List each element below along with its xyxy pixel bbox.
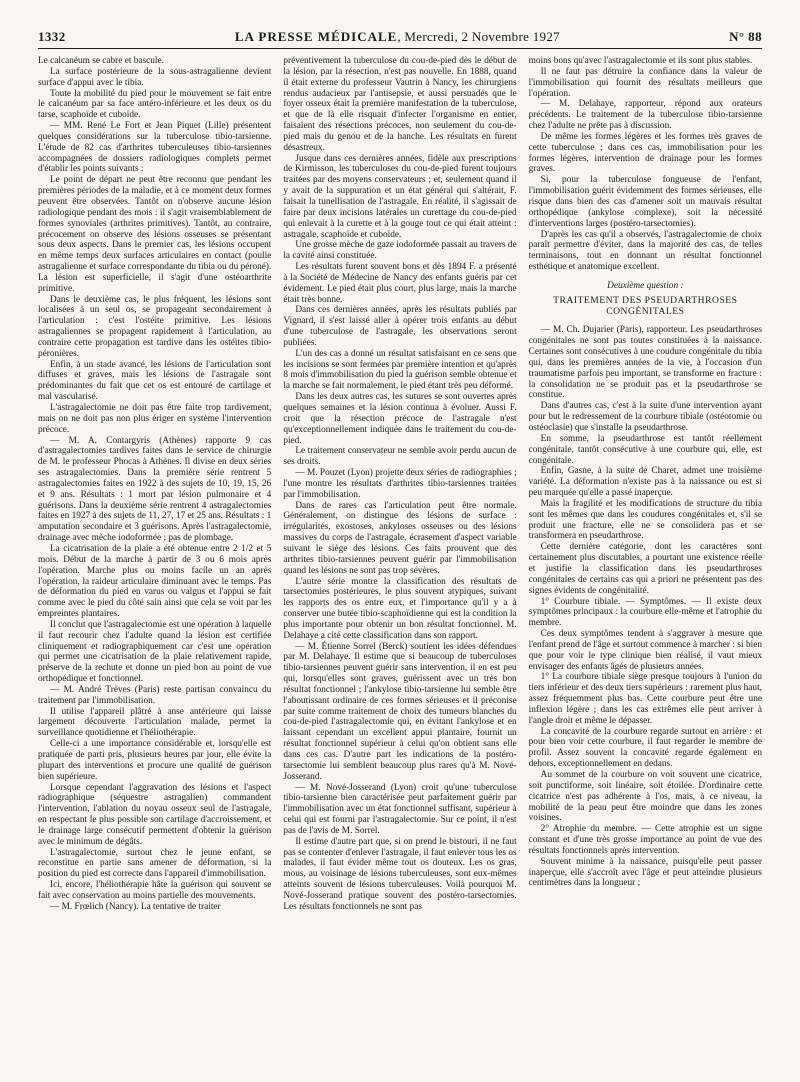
column-middle [283, 56, 516, 1076]
paragraph: Les résultats furent souvent bons et dès 1894 F. a présenté à la Société de Médecine de Nancy des enfants guéris par cet évidement. Le pied était plus court, plus large, mais la marche était très bonne. [283, 262, 517, 305]
paragraph: Cette dernière catégorie, dont les caractères sont certainement plus discutables, a pourtant une existence réelle et justifie la classification dans les pseudarthroses congénitales de certains cas qui a priori ne présentent pas des signes évidents de congénitalité. [528, 542, 762, 596]
paragraph: — MM. René Le Fort et Jean Piquet (Lille) présentent quelques considérations sur la tuberculose tibio-tarsienne. L'étude de 82 cas d'arthrites tuberculeuses tibio-tarsiennes accompagnées de dossiers radiologiques complets permet d'établir les points suivants : [38, 121, 272, 175]
paragraph: — M. Ch. Dujarier (Paris), rapporteur. Les pseudarthroses congénitales ne sont pas toutes constituées à la naissance. Certaines sont consécutives à une coudure congénitale du tibia qui, dans les premières années de la vie, à l'occasion d'un traumatisme parfois peu important, se transforme en fracture : la consolidation ne se produit pas et la pseudarthrose se constitue. [528, 325, 762, 401]
journal-title: LA PRESSE MÉDICALE [234, 29, 398, 44]
paragraph: — M. A. Contargyris (Athènes) rapporte 9 cas d'astragalectomies tardives faites dans le service de chirurgie de M. le professeur Phocas à Athènes. Il divise en deux séries ses astragalectomies. Dans la première série rentrent 5 astragalectomies faites en 1922 à des sujets de 10, 19, 15, 26 et 9 ans. Résultats : 1 mort par lésion pulmonaire et 4 guérisons. Dans la deuxième série rentrent 4 astragalectomies faites en 1927 à des sujets de 11, 27, 17 et 25 ans. Résultats : 1 amputation secondaire et 3 guérisons. Après l'astragalectomie, drainage avec mèche iodoformée ; pas de plombage. [38, 435, 272, 544]
paragraph: Dans de rares cas l'articulation peut être normale. Généralement, on distingue des lésions de surface : irrégularités, exostoses, ankyloses osseuses ou des lésions massives du corps de l'astragale, écrasement d'aspect variable suivant le siège des lésions. Ces faits prouvent que des arthrites tibio-tarsiennes peuvent guérir par l'immobilisation quand les lésions ne sont pas trop sévères. [283, 500, 517, 576]
paragraph: Il utilise l'appareil plâtré à anse antérieure qui laisse largement découverte l'articulation malade, permet la surveillance quotidienne et l'héliothérapie. [38, 706, 272, 739]
paragraph: Lorsque cependant l'aggravation des lésions et l'aspect radiographique (séquestre astragalien) commandent l'intervention, l'ablation du noyau osseux seul de l'astragale, en respectant le plus possible son cartilage d'accroissement, et le drainage large consécutif permettent d'obtenir la guérison avec le minimum de dégâts. [38, 782, 272, 847]
paragraph: — M. Nové-Josserand (Lyon) croit qu'une tuberculose tibio-tarsienne bien caractérisée peut parfaitement guérir par l'immobilisation avec un état fonctionnel suffisant, supérieur à celui qui est fourni par l'astragalectomie. Sur ce point, il n'est pas de l'avis de M. Sorrel. [283, 782, 517, 836]
paragraph: préventivement la tuberculose du cou-de-pied dès le début de la lésion, par la résection, n'est pas nouvelle. En 1888, quand il était externe du professeur Vautrin à Nancy, les chirurgiens rendus audacieux par l'antisepsie, et aussi persuadés que le foyer osseux était la première manifestation de la tuberculose, et que de là elle risquait d'infecter l'organisme en entier, faisaient des résections précoces, non seulement du cou-de-pied mais du genou et de la hanche. Les résultats en furent désastreux. [283, 56, 517, 153]
paragraph: Enfin, à un stade avancé, les lésions de l'articulation sont diffuses et graves, mais les lésions de l'astragale sont prédominantes du fait que cet os est entouré de cartilage et mal vascularisé. [38, 359, 272, 403]
paragraph: L'astragalectomie ne doit pas être faite trop tardivement, mais on ne doit pas non plus ériger en système l'intervention précoce. [38, 403, 272, 435]
paragraph: Celle-ci a une importance considérable et, lorsqu'elle est pratiquée de parti pris, plusieurs heures par jour, elle évite la plupart des interventions et procure une qualité de guérison bien supérieure. [38, 739, 272, 782]
paragraph: 1° La courbure tibiale siège presque toujours à l'union du tiers inférieur et des deux tiers supérieurs : rarement plus haut, assez fréquemment plus bas. Cette courbure peut être une inflexion légère ; dans les cas extrêmes elle peut arriver à l'angle droit et même le dépasser. [528, 672, 762, 726]
paragraph: De même les formes légères et les formes très graves de cette tuberculose ; dans ces cas, immobilisation pour les formes légères, intervention de drainage pour les formes graves. [528, 131, 762, 175]
paragraph: Mais la fragilité et les modifications de structure du tibia sont les mêmes que dans les coudures congénitales et, s'il se produit une fracture, elle ne se consolidera pas et se transformera en pseudarthrose. [528, 498, 762, 542]
paragraph: Au sommet de la courbure on voit souvent une cicatrice, soit punctiforme, soit linéaire, soit étoilée. D'ordinaire cette cicatrice n'est pas adhérente à l'os, mais, à ce niveau, la mobilité de la peau peut être moindre que dans les zones voisines. [528, 770, 762, 824]
page-header [38, 26, 762, 49]
paragraph: — M. André Trèves (Paris) reste partisan convaincu du traitement par l'immobilisation. [38, 684, 272, 706]
paragraph: L'autre série montre la classification des résultats de tarsectomies postérieures, le plus souvent atypiques, suivant les rapports des os entre eux, et l'importance qu'il y a à conserver une butée tibio-scaphoïdienne qui est la condition la plus importante pour obtenir un bon résultat fonctionnel. M. Delahaye a cité cette classification dans son rapport. [283, 576, 517, 641]
paragraph: Le point de départ ne peut être reconnu que pendant les premières périodes de la maladie, et à ce moment deux formes peuvent être observées. Tantôt on n'observe aucune lésion radiologique pendant des mois : il s'agit vraisemblablement de formes synoviales (arthrites primitives). Tantôt, au contraire, précocement on observe des lésions osseuses se présentant sous deux aspects. Dans le premier cas, les lésions occupent en même temps deux surfaces articulaires en contact (poulie astragalienne et surface correspondante du tibia ou du péroné). La lésion est superficielle, il s'agit d'une ostéoarthrite primitive. [38, 175, 272, 294]
paragraph: L'astragalectomie, surtout chez le jeune enfant, se reconstitue en partie sans amener de déformation, si la position du pied est correcte dans l'appareil d'immobilisation. [38, 847, 272, 880]
paragraph: Une grosse mèche de gaze iodoformée passait au travers de la cavité ainsi constituée. [283, 240, 517, 262]
paragraph: 2° Atrophie du membre. — Cette atrophie est un signe constant et d'une très grosse importance au point de vue des résultats fonctionnels après intervention. [528, 824, 762, 856]
paragraph: L'un des cas a donné un résultat satisfaisant en ce sens que les incisions se sont fermées par première intention et qu'après 8 mois d'immobilisation du pied la guérison semble obtenue et la marche se fait normalement, le pied étant très peu déformé. [283, 348, 517, 392]
paragraph: Il conclut que l'astragalectomie est une opération à laquelle il faut recourir chez l'adulte quand la lésion est certifiée cliniquement et radiographiquement car c'est une opération qui permet une cicatrisation de la plaie relativement rapide, préserve de la rechute et donne un pied bon au point de vue orthopédique et fonctionnel. [38, 619, 272, 685]
paragraph: Il ne faut pas détruire la confiance dans la valeur de l'immobilisation qui fournit des résultats meilleurs que l'opération. [528, 66, 762, 99]
paragraph: Dans ces dernières années, après les résultats publiés par Vignard, il s'est laissé aller à opérer trois enfants au début d'une tuberculose de l'astragale, les observations seront publiées. [283, 305, 517, 348]
paragraph: Ces deux symptômes tendent à s'aggraver à mesure que l'enfant prend de l'âge et surtout commence à marcher : si bien que pour voir le type clinique bien réalisé, il vaut mieux envisager des enfants âgés de plusieurs années. [528, 629, 762, 672]
paragraph: Enfin, Gasne, à la suite de Charet, admet une troisième variété. La déformation n'existe pas à la naissance ou est si peu marquée qu'elle a passé inaperçue. [528, 466, 762, 499]
paragraph: La concavité de la courbure regarde surtout en arrière : et pour bien voir cette courbure, il faut regarder le membre de profil. Assez souvent la concavité regarde également en dehors, exceptionnellement en dedans. [528, 726, 762, 770]
paragraph: TRAITEMENT DES PSEUDARTHROSES CONGÉNITALES [553, 294, 738, 317]
paragraph: — M. Frœlich (Nancy). La tentative de traiter [50, 901, 221, 912]
paragraph: Le calcanéum se cabre et bascule. [38, 56, 164, 66]
column-right [529, 56, 762, 1076]
paragraph: Jusque dans ces dernières années, fidèle aux prescriptions de Kirmisson, les tuberculoses du cou-de-pied furent toujours traitées par des moyens conservateurs ; et, seulement quand il y avait de la suppuration et un état général qui s'altérait, F. faisait la tunellisation de l'astragale. En réalité, il s'agissait de faire par deux incisions latérales un curettage du cou-de-pied qui enlevait à la curette et à la gouge tout ce qui était atteint : astragale, scaphoïde et cuboïde. [283, 153, 517, 240]
paragraph: Souvent minime à la naissance, puisqu'elle peut passer inaperçue, elle s'accroît avec l'âge et peut atteindre plusieurs centimètres dans la longueur ; [528, 856, 762, 889]
paragraph: Dans d'autres cas, c'est à la suite d'une intervention ayant pour but le redressement de la courbure tibiale (ostéotomie ou ostéoclasie) que s'installe la pseudarthrose. [528, 401, 762, 433]
paragraph: Toute la mobilité du pied pour le mouvement se fait entre le calcanéum par sa face antéro-inférieure et les deux os du tarse, scaphoïde et cuboïde. [38, 88, 272, 121]
paragraph: La surface postérieure de la sous-astragalienne devient surface d'appui avec le tibia. [38, 66, 272, 88]
paragraph: — M. Pouzet (Lyon) projette deux séries de radiographies ; l'une montre les résultats d'arthrites tibio-tarsiennes traitées par l'immobilisation. [283, 468, 517, 500]
paragraph: En somme, la pseudarthrose est tantôt réellement congénitale, tantôt consécutive à une courbure qui, elle, est congénitale. [528, 433, 762, 466]
issue-number: N° 88 [729, 29, 762, 44]
paragraph: Dans le deuxième cas, le plus fréquent, les lésions sont localisées à un seul os, se propageant secondairement à l'articulation : c'est l'ostéite primitive. Les lésions astragaliennes se propagent rapidement à l'articulation, au contraire cette propagation est tardive dans les ostéites tibio-péronières. [38, 294, 272, 359]
paragraph: moins bons qu'avec l'astragalectomie et ils sont plus stables. [528, 56, 753, 66]
paragraph: Dans les deux autres cas, les sutures se sont ouvertes après quelques semaines et la lésion continua à évoluer. Aussi F. croit que la résection précoce de l'astragale n'est qu'exceptionnellement indiquée dans le traitement du cou-de-pied. [283, 392, 517, 446]
paragraph: Si, pour la tuberculose fongueuse de l'enfant, l'immobilisation guérit évidemment des formes sérieuses, elle risque dans bien des cas d'amener soit un mauvais résultat orthopédique (ankylose complexe), soit la nécessité d'interventions larges (postéro-tarsectomies). [528, 175, 762, 229]
article-columns [38, 56, 762, 1076]
column-left [38, 56, 271, 1076]
page-number: 1332 [38, 29, 66, 44]
paragraph: 1° Courbure tibiale. — Symptômes. — Il existe deux symptômes principaux : la courbure elle-même et l'atrophie du membre. [528, 596, 762, 629]
paragraph: — M. Étienne Sorrel (Berck) soutient les idées défendues par M. Delahaye. Il estime que si beaucoup de tuberculoses tibio-tarsiennes peuvent guérir sans intervention, il en est peu qui, lorsqu'elles sont graves, guérissent avec un très bon résultat fonctionnel ; l'ankylose tibio-tarsienne lui semble être l'aboutissant ordinaire de ces formes sérieuses et il préconise par suite comme traitement de choix des tumeurs blanches du cou-de-pied l'astragalectomie qui, en évitant l'ankylose et en laissant cependant un excellent appui plantaire, fournit un résultat fonctionnel supérieur à celui qu'on obtient sans elle dans ces cas. D'autre part les indications de la postéro-tarsectomie lui semblent beaucoup plus rares qu'à M. Nové-Josserand. [283, 641, 517, 782]
paragraph: D'après les cas qu'il a observés, l'astragalectomie de choix paraît permettre d'éviter, dans la majorité des cas, de telles terminaisons, tout en donnant un résultat fonctionnel esthétique et anatomique excellent. [528, 229, 762, 273]
paragraph: Ici, encore, l'héliothérapie hâte la guérison qui souvent se fait avec conservation au moins partielle des mouvements. [38, 880, 272, 901]
paragraph: — M. Delahaye, rapporteur, répond aux orateurs précédents. Le traitement de la tuberculose tibio-tarsienne chez l'adulte ne prête pas à discussion. [528, 99, 762, 132]
paragraph: Deuxième question : [607, 280, 684, 291]
header-title-line [235, 29, 560, 45]
paragraph: Il estime d'autre part que, si on prend le bistouri, il ne faut pas se contenter d'enlever l'astragale, il faut enlever tous les os malades, il faut évider même tout os douteux. Les os gras, mous, au voisinage de lésions tuberculeuses, sont eux-mêmes atteints souvent de lésions tuberculeuses. Voilà pourquoi M. Nové-Josserand pratique souvent des postéro-tarsectomies. Les résultats fonctionnels ne sont pas [283, 836, 517, 912]
issue-date: , Mercredi, 2 Novembre 1927 [397, 29, 560, 44]
paragraph: La cicatrisation de la plaie a été obtenue entre 2 1/2 et 5 mois. Début de la marche à partir de 3 ou 6 mois après l'opération. Marche plus ou moins facile un an après l'opération, la raideur articulaire diminuant avec le temps. Pas de déformation du pied en varus ou valgus et l'appui se fait comme avec le pied du côté sain ainsi que cela se voit par les empreintes plantaires. [38, 543, 272, 620]
paragraph: Le traitement conservateur ne semble avoir perdu aucun de ses droits. [283, 446, 517, 468]
